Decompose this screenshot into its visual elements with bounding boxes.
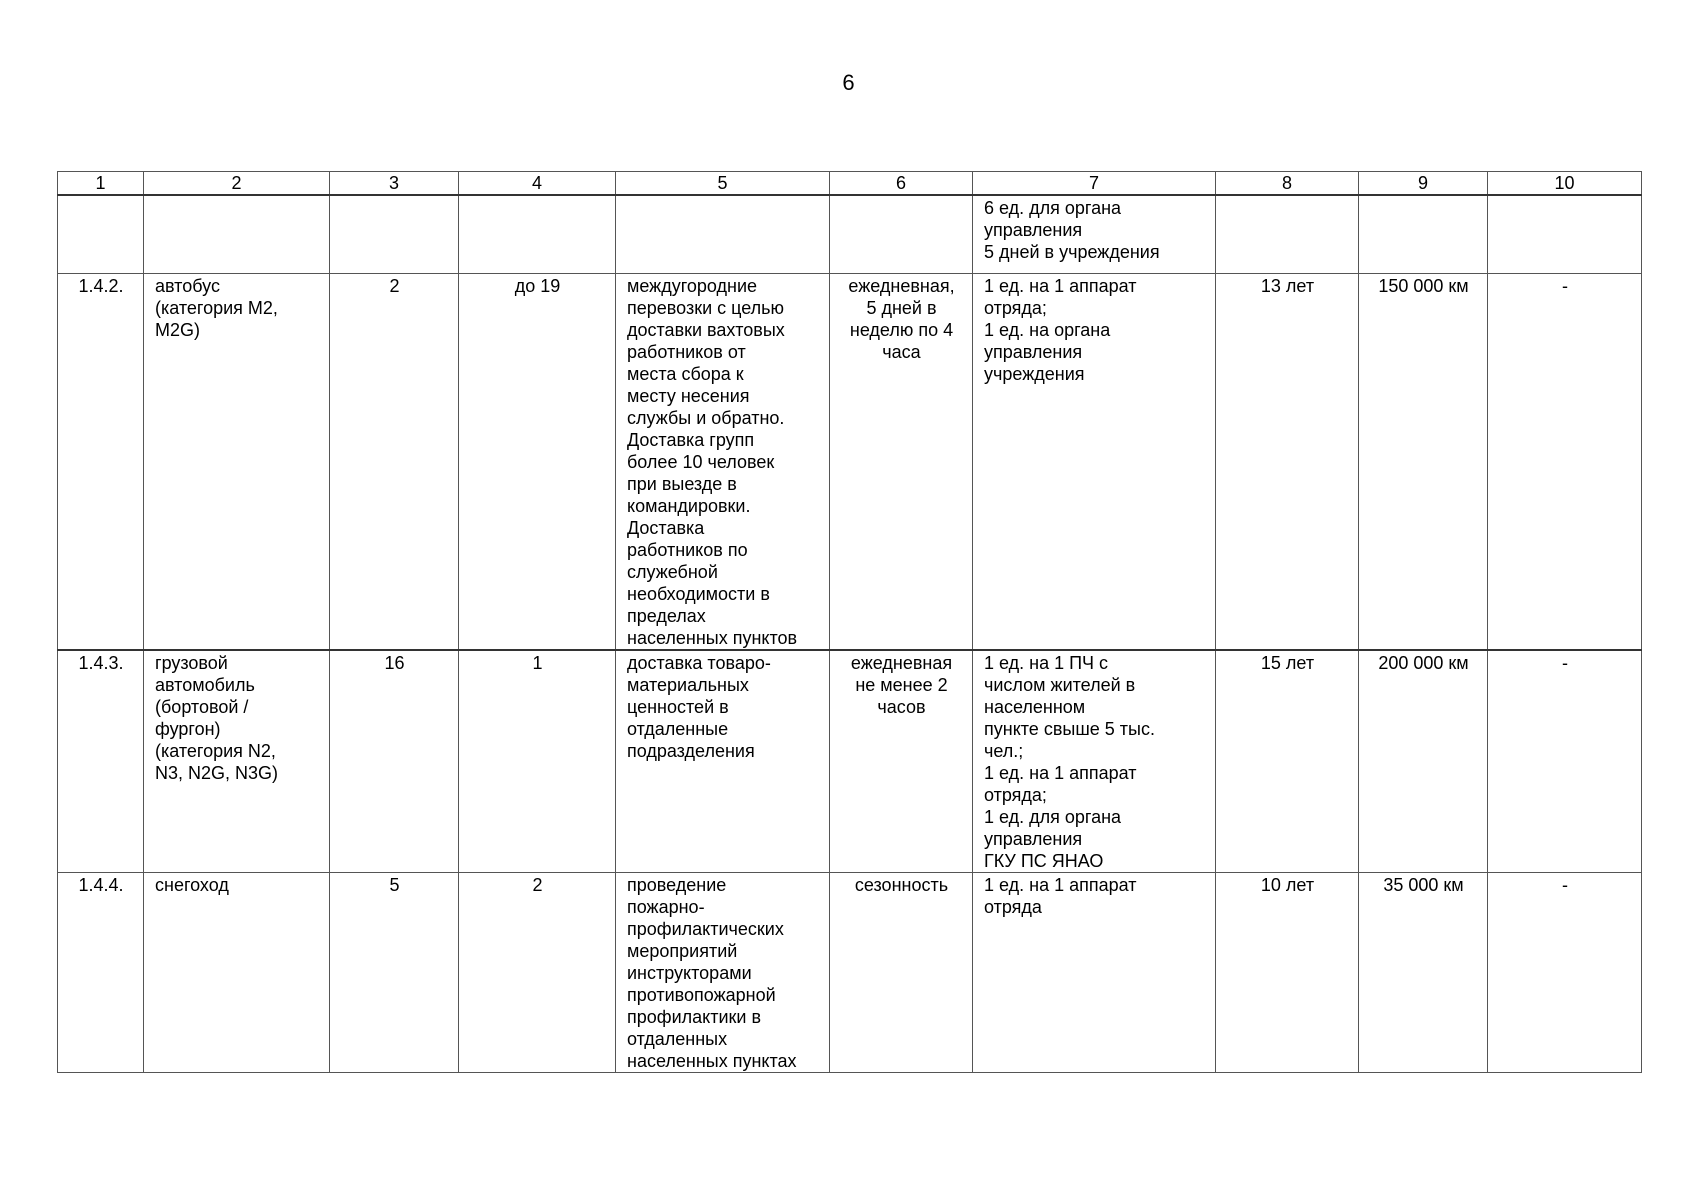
table-row [58, 195, 1642, 274]
usage-mode-cell: ежедневная не менее 2 часов [830, 650, 973, 873]
usage-mode-cell: ежедневная, 5 дней в неделю по 4 часа [830, 274, 973, 651]
note-cell: - [1488, 873, 1642, 1073]
vehicle-type-cell: грузовой автомобиль (бортовой / фургон) (категория N2, N3, N2G, N3G) [144, 650, 330, 873]
usage-mode-cell: сезонность [830, 873, 973, 1073]
quantity-cell: 5 [330, 873, 459, 1073]
column-number: 7 [973, 172, 1216, 196]
service-life-cell: 13 лет [1216, 274, 1359, 651]
table-row [58, 873, 1642, 1073]
purpose-cell: проведение пожарно- профилактических мероприятий инструкторами противопожарной профилактики в отдаленных населенных пунктах [616, 873, 830, 1073]
column-number: 2 [144, 172, 330, 196]
quantity-cell [330, 195, 459, 274]
vehicle-norms-table [57, 171, 1642, 1073]
column-number-row [58, 172, 1642, 196]
allocation-norm-cell: 1 ед. на 1 аппарат отряда [973, 873, 1216, 1073]
column-number: 10 [1488, 172, 1642, 196]
note-cell: - [1488, 650, 1642, 873]
note-cell [1488, 195, 1642, 274]
vehicle-type-cell: автобус (категория М2, M2G) [144, 274, 330, 651]
purpose-cell: междугородние перевозки с целью доставки вахтовых работников от места сбора к месту несения службы и обратно. Доставка групп более 10 человек при выезде в командировки. Доставка работников по служебной необходимости в пределах населенных пунктов [616, 274, 830, 651]
allocation-norm-cell: 1 ед. на 1 аппарат отряда; 1 ед. на органа управления учреждения [973, 274, 1216, 651]
allocation-norm-cell: 1 ед. на 1 ПЧ с числом жителей в населенном пункте свыше 5 тыс. чел.; 1 ед. на 1 аппарат отряда; 1 ед. для органа управления ГКУ ПС ЯНАО [973, 650, 1216, 873]
column-number: 5 [616, 172, 830, 196]
column-number: 1 [58, 172, 144, 196]
table-row [58, 650, 1642, 873]
mileage-cell: 200 000 км [1359, 650, 1488, 873]
note-cell: - [1488, 274, 1642, 651]
capacity-cell: до 19 [459, 274, 616, 651]
item-number-cell: 1.4.4. [58, 873, 144, 1073]
quantity-cell: 2 [330, 274, 459, 651]
quantity-cell: 16 [330, 650, 459, 873]
vehicle-type-cell: снегоход [144, 873, 330, 1073]
service-life-cell: 10 лет [1216, 873, 1359, 1073]
column-number: 8 [1216, 172, 1359, 196]
purpose-cell [616, 195, 830, 274]
capacity-cell: 1 [459, 650, 616, 873]
column-number: 9 [1359, 172, 1488, 196]
mileage-cell: 150 000 км [1359, 274, 1488, 651]
capacity-cell [459, 195, 616, 274]
purpose-cell: доставка товаро- материальных ценностей в отдаленные подразделения [616, 650, 830, 873]
page-number: 6 [842, 70, 855, 95]
mileage-cell [1359, 195, 1488, 274]
item-number-cell [58, 195, 144, 274]
service-life-cell: 15 лет [1216, 650, 1359, 873]
table-row [58, 274, 1642, 651]
capacity-cell: 2 [459, 873, 616, 1073]
column-number: 4 [459, 172, 616, 196]
usage-mode-cell [830, 195, 973, 274]
mileage-cell: 35 000 км [1359, 873, 1488, 1073]
item-number-cell: 1.4.2. [58, 274, 144, 651]
vehicle-type-cell [144, 195, 330, 274]
service-life-cell [1216, 195, 1359, 274]
allocation-norm-cell: 6 ед. для органа управления 5 дней в учреждения [973, 195, 1216, 274]
item-number-cell: 1.4.3. [58, 650, 144, 873]
column-number: 3 [330, 172, 459, 196]
column-number: 6 [830, 172, 973, 196]
